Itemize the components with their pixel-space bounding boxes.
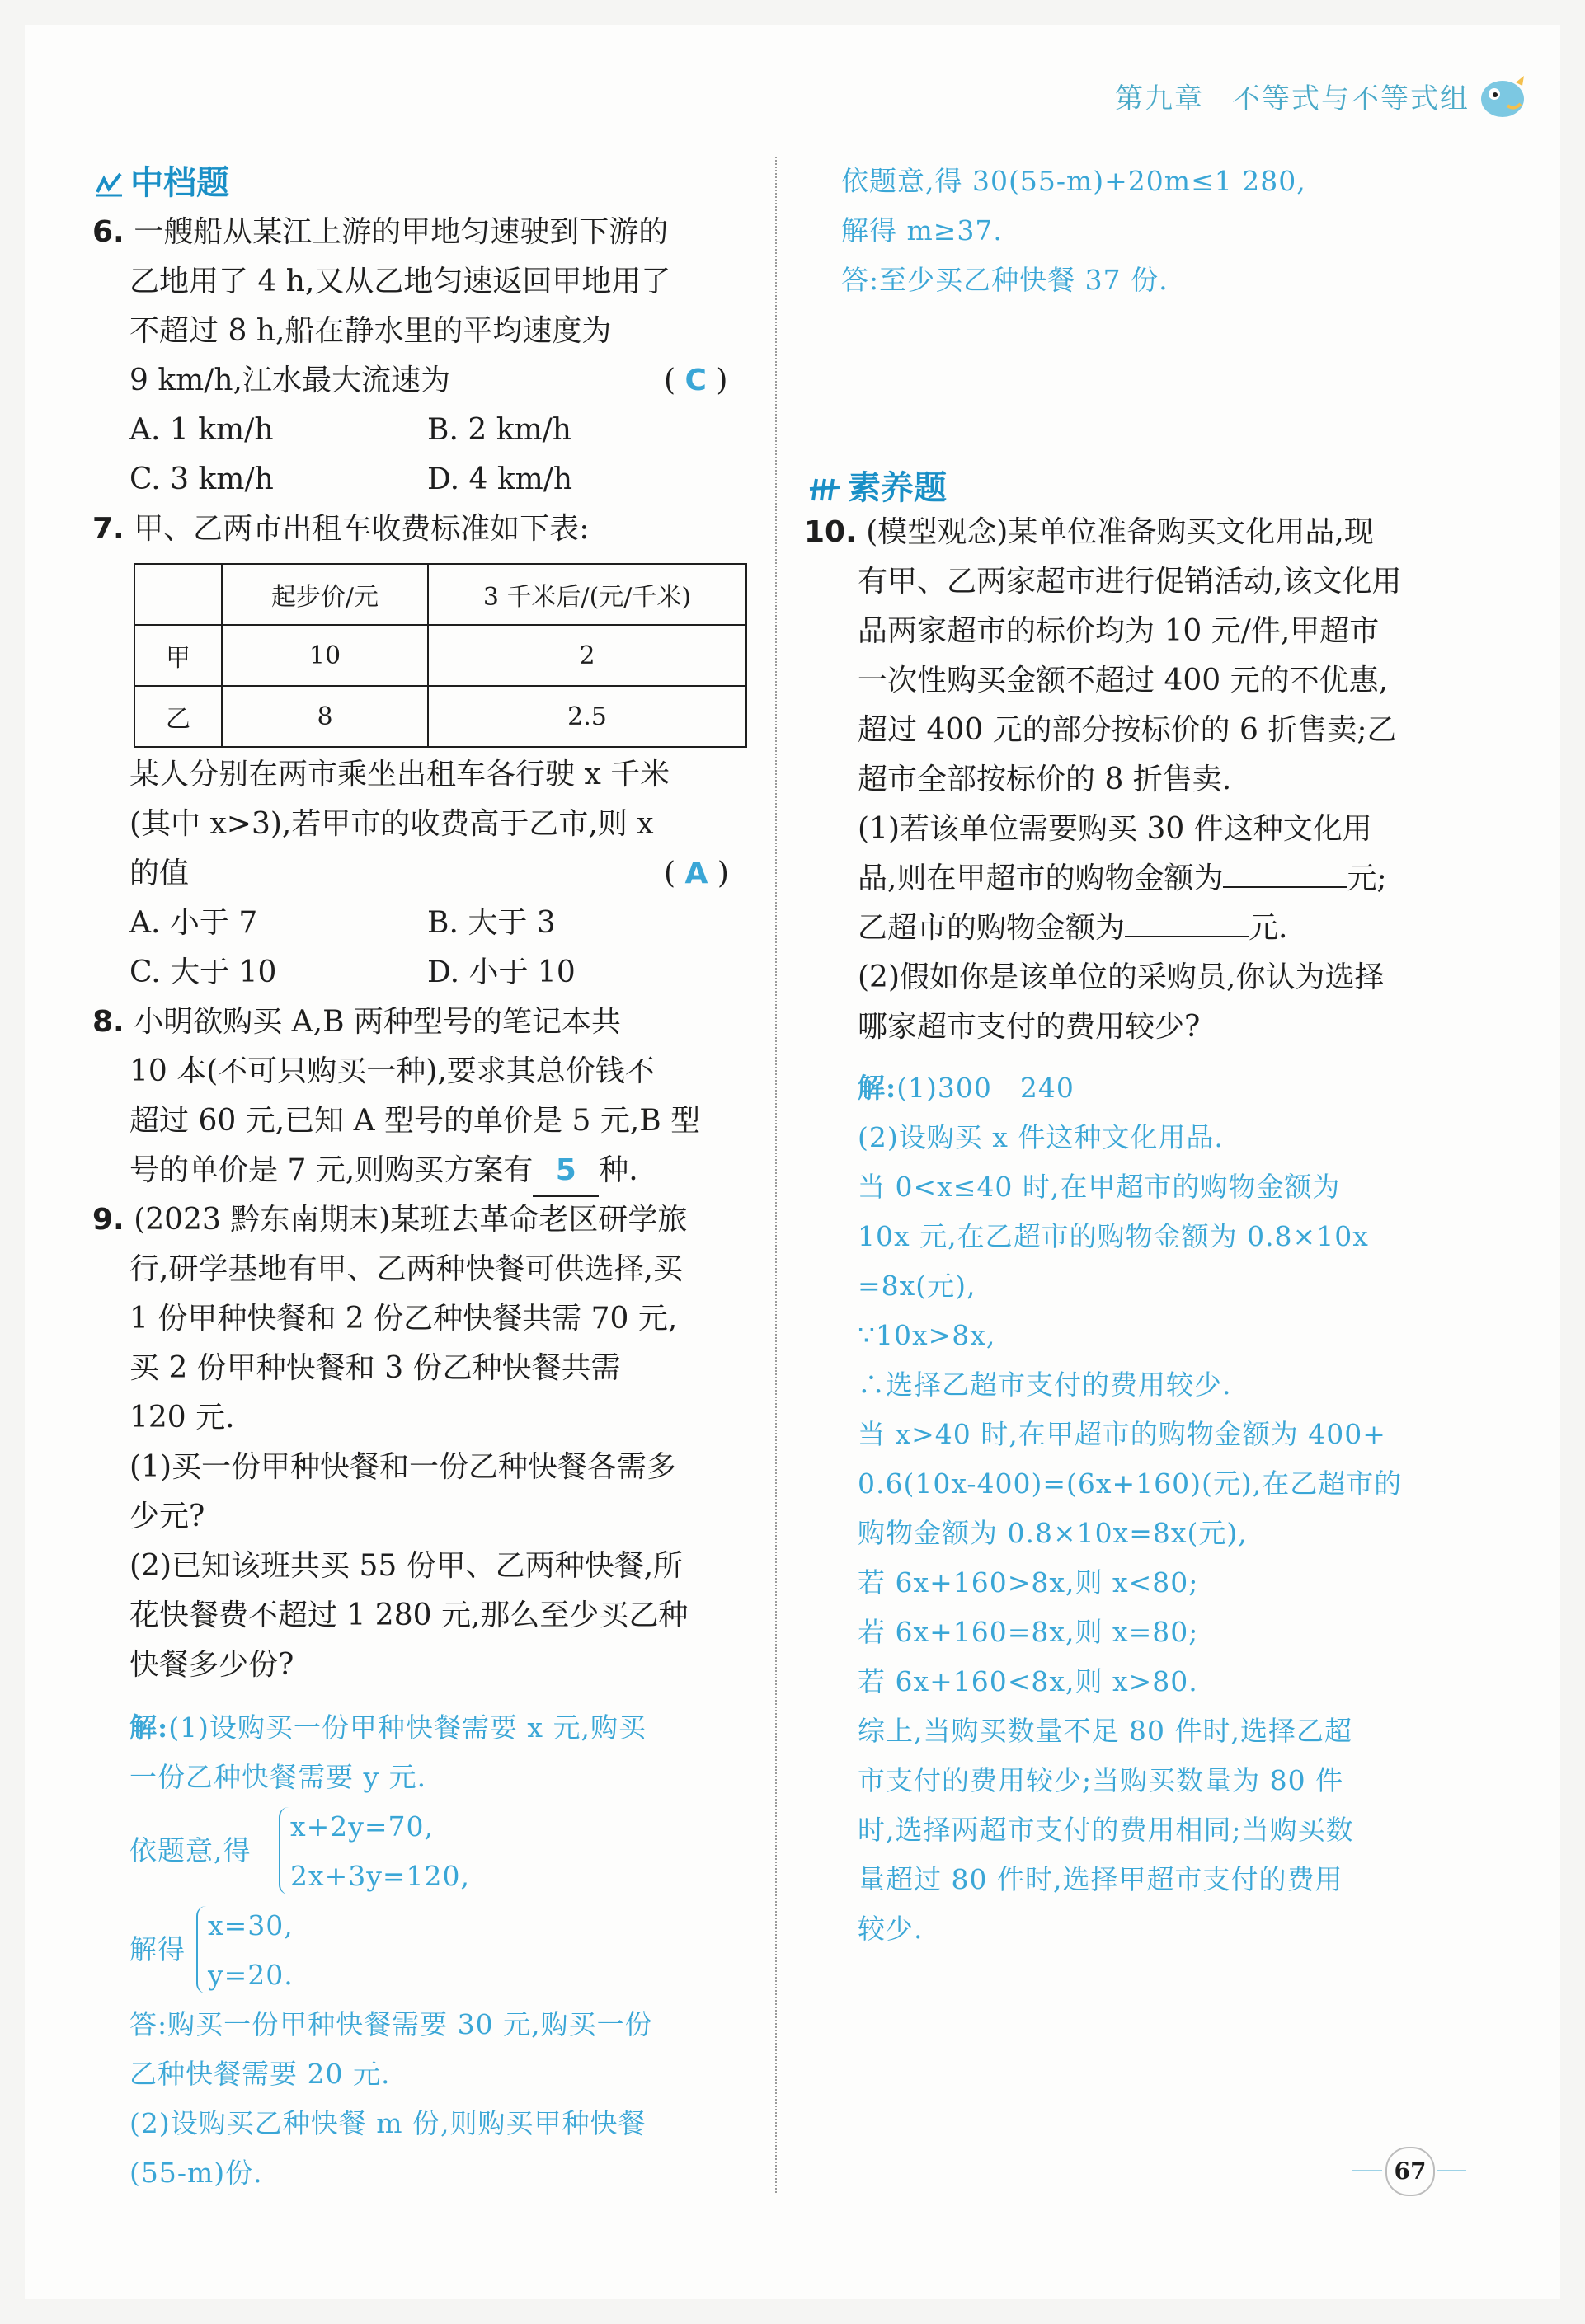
q9-equation-1: x+2y=70,	[290, 1810, 435, 1843]
equation-brace	[279, 1807, 289, 1894]
q7-line1: 7. 甲、乙两市出租车收费标准如下表:	[92, 512, 590, 546]
q10-line3: 品两家超市的标价均为 10 元/件,甲超市	[858, 614, 1380, 648]
q10-line4: 一次性购买金额不超过 400 元的不优惠,	[858, 664, 1389, 697]
result-brace	[196, 1906, 206, 1993]
q8-answer: 5	[533, 1146, 599, 1197]
q9-solution-line8: (55-m)份.	[129, 2157, 263, 2189]
q6-option-b: B. 2 km/h	[427, 413, 571, 447]
q9-solution-line6: 乙种快餐需要 20 元.	[129, 2058, 391, 2090]
q8-line4: 号的单价是 7 元,则购买方案有 5 种.	[129, 1146, 638, 1197]
q6-option-d: D. 4 km/h	[427, 462, 573, 496]
q10-line5: 超过 400 元的部分按标价的 6 折售卖;乙	[858, 713, 1397, 747]
q10-solution-line: 当 0<x≤40 时,在甲超市的购物金额为	[858, 1171, 1341, 1203]
q9-line10: 快餐多少份?	[129, 1648, 294, 1682]
q9-result-2: y=20.	[208, 1959, 294, 1991]
q9-line6: (1)买一份甲种快餐和一份乙种快餐各需多	[129, 1450, 676, 1484]
q10-line11: 哪家超市支付的费用较少?	[858, 1010, 1201, 1044]
q9-line1: 9. (2023 黔东南期末)某班去革命老区研学旅	[92, 1203, 688, 1237]
q7-option-d: D. 小于 10	[427, 955, 576, 989]
q10-solution-line: (2)设购买 x 件这种文化用品.	[858, 1121, 1224, 1153]
q10-line8: 品,则在甲超市的购物金额为 元;	[858, 862, 1387, 895]
q10-solution-line: 当 x>40 时,在甲超市的购物金额为 400+	[858, 1418, 1386, 1450]
q10-solution-line: =8x(元),	[858, 1270, 976, 1302]
q10-solution-line: 10x 元,在乙超市的购物金额为 0.8×10x	[858, 1220, 1369, 1252]
q9-line3: 1 份甲种快餐和 2 份乙种快餐共需 70 元,	[129, 1302, 678, 1336]
table-cell: 乙	[134, 686, 222, 747]
q10-solution-line: 若 6x+160<8x,则 x>80.	[858, 1665, 1198, 1697]
q8-line2: 10 本(不可只购买一种),要求其总价钱不	[129, 1054, 655, 1088]
q6-line1: 6. 一艘船从某江上游的甲地匀速驶到下游的	[92, 215, 669, 249]
q10-blank-1[interactable]	[1223, 886, 1347, 888]
q7-line3: (其中 x>3),若甲市的收费高于乙市,则 x	[129, 807, 654, 841]
q10-line10: (2)假如你是该单位的采购员,你认为选择	[858, 960, 1385, 994]
q6-line4: 9 km/h,江水最大流速为	[129, 364, 451, 397]
q10-line2: 有甲、乙两家超市进行促销活动,该文化用	[858, 565, 1402, 599]
table-row	[134, 625, 746, 686]
mascot-icon	[1474, 73, 1529, 124]
q10-solution-line: 若 6x+160=8x,则 x=80;	[858, 1616, 1199, 1648]
q9-solution-line9: 依题意,得 30(55-m)+20m≤1 280,	[841, 165, 1306, 197]
pencil-check-icon	[92, 171, 125, 199]
q10-solution-line1: 解:(1)300 240	[858, 1072, 1075, 1104]
q9-solution-line7: (2)设购买乙种快餐 m 份,则购买甲种快餐	[129, 2107, 647, 2139]
q9-result-1: x=30,	[208, 1909, 294, 1941]
table-row	[134, 686, 746, 747]
q10-solution-line: 综上,当购买数量不足 80 件时,选择乙超	[858, 1715, 1352, 1747]
fare-table	[134, 563, 747, 748]
q6-option-c: C. 3 km/h	[129, 462, 274, 496]
table-header-cell: 3 千米后/(元/千米)	[428, 564, 746, 625]
q9-solution-line10: 解得 m≥37.	[841, 214, 1003, 246]
page-number: 67	[1385, 2147, 1435, 2196]
q9-line9: 花快餐费不超过 1 280 元,那么至少买乙种	[129, 1599, 689, 1632]
q7-line4: 的值	[129, 857, 190, 890]
table-cell: 2	[428, 625, 746, 686]
q6-answer: ( C )	[664, 364, 728, 397]
q10-line1: 10. (模型观念)某单位准备购买文化用品,现	[804, 515, 1374, 549]
q9-line7: 少元?	[129, 1500, 205, 1533]
q10-line9: 乙超市的购物金额为 元.	[858, 911, 1288, 945]
q6-option-a: A. 1 km/h	[129, 413, 274, 447]
table-cell: 甲	[134, 625, 222, 686]
q8-line1: 8. 小明欲购买 A,B 两种型号的笔记本共	[92, 1005, 621, 1039]
q10-solution-line: 较少.	[858, 1913, 924, 1945]
q10-solution-line: 若 6x+160>8x,则 x<80;	[858, 1566, 1199, 1599]
q10-solution-line: 量超过 80 件时,选择甲超市支付的费用	[858, 1863, 1343, 1895]
table-cell: 8	[222, 686, 428, 747]
q9-solution-line4: 解得	[129, 1933, 186, 1965]
q8-line3: 超过 60 元,已知 A 型号的单价是 5 元,B 型	[129, 1104, 701, 1138]
chapter-header	[1115, 76, 1470, 116]
table-header-cell	[134, 564, 222, 625]
q9-solution-line5: 答:购买一份甲种快餐需要 30 元,购买一份	[129, 2008, 653, 2040]
q7-answer: ( A )	[664, 857, 729, 890]
page-number-rule-right	[1437, 2170, 1466, 2171]
q10-solution-line: 0.6(10x-400)=(6x+160)(元),在乙超市的	[858, 1467, 1403, 1500]
q6-line3: 不超过 8 h,船在静水里的平均速度为	[129, 314, 612, 348]
q10-solution-line: ∵10x>8x,	[858, 1319, 996, 1351]
q7-line2: 某人分别在两市乘坐出租车各行驶 x 千米	[129, 758, 670, 791]
q10-line7: (1)若该单位需要购买 30 件这种文化用	[858, 812, 1372, 846]
q9-line5: 120 元.	[129, 1401, 235, 1434]
q10-solution-line: 时,选择两超市支付的费用相同;当购买数	[858, 1814, 1354, 1846]
q10-solution-line: 购物金额为 0.8×10x=8x(元),	[858, 1517, 1248, 1549]
q10-line6: 超市全部按标价的 8 折售卖.	[858, 763, 1232, 796]
chapter-label: 第九章	[1115, 82, 1204, 115]
q9-line4: 买 2 份甲种快餐和 3 份乙种快餐共需	[129, 1351, 621, 1385]
q7-option-a: A. 小于 7	[129, 906, 258, 940]
q9-solution-line2: 一份乙种快餐需要 y 元.	[129, 1761, 427, 1793]
q7-option-c: C. 大于 10	[129, 955, 277, 989]
table-header-cell: 起步价/元	[222, 564, 428, 625]
q10-solution-line: 市支付的费用较少;当购买数量为 80 件	[858, 1764, 1344, 1796]
q10-blank-2[interactable]	[1125, 936, 1249, 937]
column-divider	[775, 157, 777, 2193]
q9-solution-line1: 解:(1)设购买一份甲种快餐需要 x 元,购买	[129, 1711, 647, 1744]
page-number-rule-left	[1352, 2170, 1382, 2171]
q6-line2: 乙地用了 4 h,又从乙地匀速返回甲地用了	[129, 265, 671, 298]
section-literacy-title: 素养题	[808, 462, 947, 509]
chapter-title: 不等式与不等式组	[1232, 82, 1470, 115]
q7-option-b: B. 大于 3	[427, 906, 556, 940]
table-cell: 2.5	[428, 686, 746, 747]
q9-line2: 行,研学基地有甲、乙两种快餐可供选择,买	[129, 1252, 683, 1286]
q9-equation-2: 2x+3y=120,	[290, 1860, 471, 1892]
q9-solution-line3: 依题意,得	[129, 1834, 252, 1866]
q9-solution-line11: 答:至少买乙种快餐 37 份.	[841, 264, 1169, 296]
section-middle-title: 中档题	[92, 157, 229, 204]
q10-solution-line: ∴选择乙超市支付的费用较少.	[858, 1369, 1232, 1401]
hash-bars-icon	[808, 476, 843, 504]
q9-line8: (2)已知该班共买 55 份甲、乙两种快餐,所	[129, 1549, 684, 1583]
table-cell: 10	[222, 625, 428, 686]
